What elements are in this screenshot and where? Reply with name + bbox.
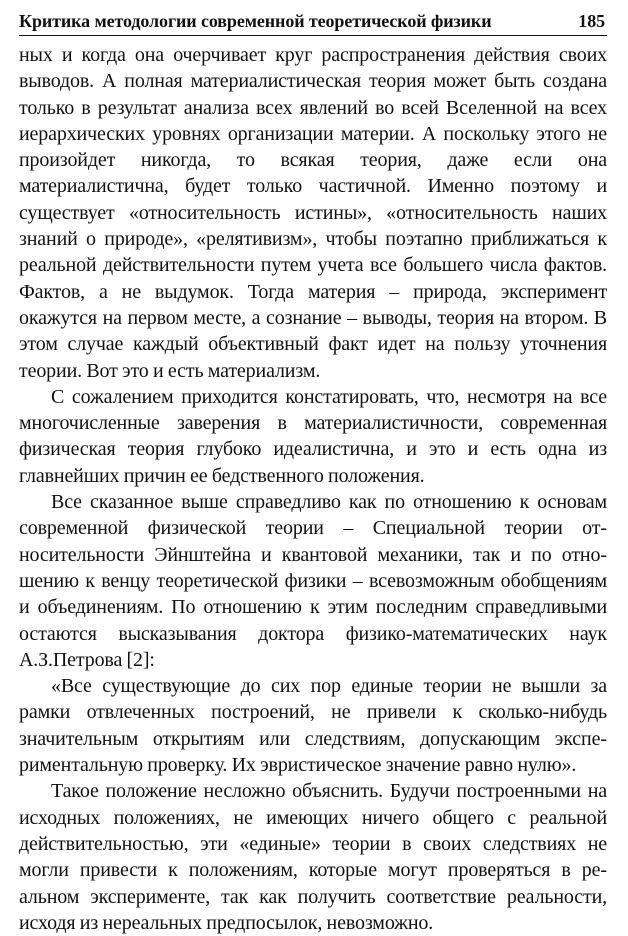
paragraph: Такое положение несложно объяснить. Будучи построенными на исходных положениях, не имеющих ничего общего с реальной действительностью, эти «единые» теории в своих следствиях не могли привести к положениям, которые могут проверяться в реальном эксперименте, так как получить соответствие реальности, исходя из нереальных предпосылок, невозможно. (19, 780, 607, 934)
paragraph-continuation: ных и когда она очерчивает круг распространения действия своих выводов. А полная материалистическая теория может быть создана только в результат анализа всех явлений во всей Вселенной на всех иерархических уровнях организации материи. А поскольку этого не произойдет никогда, то всякая теория, даже если она материалистична, будет только частичной. Именно поэтому и существует «относительность истины», «относительность наших знаний о природе», «релятивизм», чтобы поэтапно приближаться к реальной действительности путем учета все большего числа фактов. Фактов, а не выдумок. Тогда материя – природа, эксперимент окажутся на первом месте, а сознание – выводы, теория на втором. В этом случае каждый объективный факт идет на пользу уточнения теории. Вот это и есть материализм. (19, 44, 607, 382)
book-page (19, 9, 607, 936)
paragraph: Все сказанное выше справедливо как по отношению к основам современной физической теории – Специальной теории относительности Эйнштейна и квантовой механики, так и по отношению к венцу теоретической физики – всевозможным обобщениям и объединениям. По отношению к этим последним справедливыми остаются высказывания доктора физико-математических наук А.З.Петрова [2]: (19, 491, 607, 671)
paragraph: С сожалением приходится констатировать, что, несмотря на все многочисленные заверения в материалистичности, современная физическая теория глубоко идеалистична, и это и есть одна из главнейших причин ее бедственного положения. (19, 385, 607, 487)
body-text (19, 42, 607, 936)
page-number: 185 (578, 11, 605, 31)
quotation-paragraph: «Все существующие до сих пор единые теории не вышли за рамки отвлеченных построений, не привели к сколько-нибудь значительным открытиям или следствиям, допускающим экспериментальную проверку. Их эвристическое значение равно нулю». (19, 675, 607, 777)
running-title: Критика методологии современной теоретической физики (19, 11, 492, 31)
running-header (19, 9, 607, 36)
